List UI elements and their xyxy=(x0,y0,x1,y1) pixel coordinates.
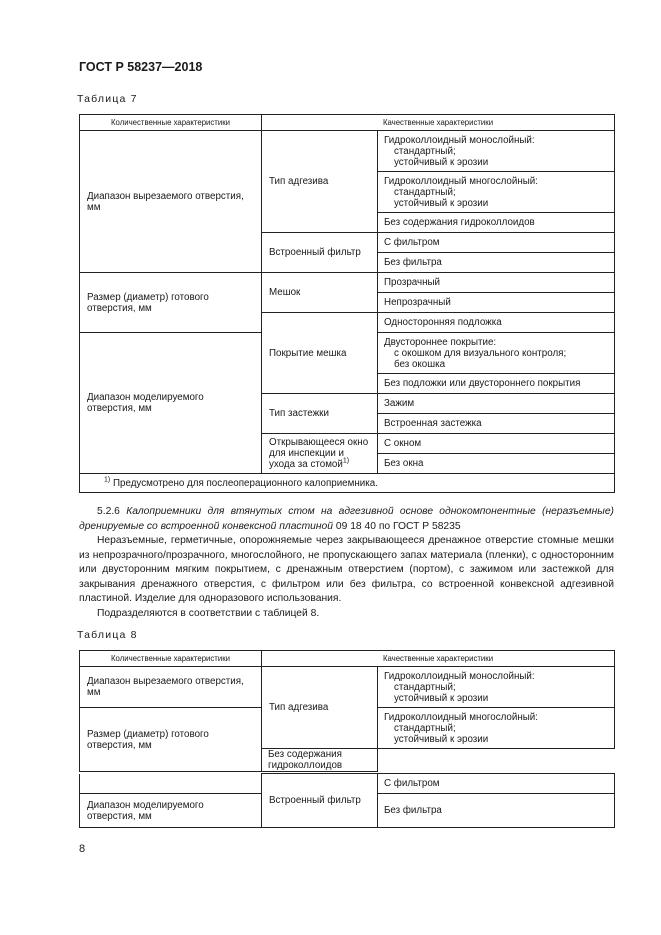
section-subdivision: Подразделяются в соответствии с таблицей 8. xyxy=(97,607,320,619)
quantitative-cell: Диапазон вырезаемого отверстия, мм xyxy=(80,131,262,273)
col-header-quantitative: Количественные характеристики xyxy=(80,651,262,667)
section-text xyxy=(79,505,614,621)
section-heading: 5.2.6 Калоприемники для втянутых стом на адгезивной основе однокомпонентные (неразъемные) дренируемые со встроенной конвексной пластиной 09 18 40 по ГОСТ Р 58235 xyxy=(79,506,614,532)
group-name-cell: Встроенный фильтр xyxy=(262,233,378,273)
table-footnote: $^{1)}$ Предусмотрено для послеоперационного калоприемника. xyxy=(80,474,615,493)
value-cell: Односторонняя подложка xyxy=(378,313,615,333)
quantitative-cell: Диапазон вырезаемого отверстия, мм xyxy=(80,667,262,708)
quantitative-cell: Диапазон моделируемого отверстия, мм xyxy=(80,794,262,828)
value-cell: Без фильтра xyxy=(378,253,615,273)
value-cell: Встроенная застежка xyxy=(378,414,615,434)
quantitative-cell-continued xyxy=(80,774,262,794)
group-name-cell: Тип застежки xyxy=(262,394,378,434)
value-cell: Без содержания гидроколлоидов xyxy=(378,213,615,233)
group-name-cell: Открывающееся окно для инспекции и ухода за стомой$^{1)}$ xyxy=(262,434,378,474)
table-8-caption: Таблица 8 xyxy=(77,629,138,641)
value-cell: С окном xyxy=(378,434,615,454)
value-cell: Гидроколлоидный многослойный: стандартный; устойчивый к эрозии xyxy=(378,172,615,213)
section-paragraph: Неразъемные, герметичные, опорожняемые через закрывающееся дренажное отверстие стомные мешки из непрозрачного/прозрачного, многослойного, не пропускающего запах материала (пленки), с односторонним или двусторонним мягким покрытием, с дренажным отверстием (портом), с зажимом или застежкой для закрывания дренажного отверстия, с фильтром или без фильтра, со встроенной конвексной адгезивной пластиной. Изделие для одноразового использования. xyxy=(79,535,614,604)
table-8-continued xyxy=(79,773,615,828)
table-7 xyxy=(79,114,615,493)
value-cell: Непрозрачный xyxy=(378,293,615,313)
col-header-qualitative: Качественные характеристики xyxy=(262,115,615,131)
table-8 xyxy=(79,650,615,792)
group-name-cell: Встроенный фильтр xyxy=(262,774,378,828)
value-cell: Гидроколлоидный многослойный: стандартный; устойчивый к эрозии xyxy=(378,708,615,749)
value-cell: Без подложки или двустороннего покрытия xyxy=(378,374,615,394)
page-number: 8 xyxy=(79,843,86,855)
value-cell: Без фильтра xyxy=(378,794,615,828)
quantitative-cell: Размер (диаметр) готового отверстия, мм xyxy=(80,273,262,333)
quantitative-cell: Диапазон моделируемого отверстия, мм xyxy=(80,333,262,474)
group-name-cell: Тип адгезива xyxy=(262,667,378,749)
value-cell: Гидроколлоидный монослойный: стандартный; устойчивый к эрозии xyxy=(378,667,615,708)
table-7-caption: Таблица 7 xyxy=(77,93,138,105)
value-cell: Гидроколлоидный монослойный: стандартный; устойчивый к эрозии xyxy=(378,131,615,172)
quantitative-cell: Размер (диаметр) готового отверстия, мм xyxy=(80,708,262,772)
value-cell: С фильтром xyxy=(378,774,615,794)
col-header-qualitative: Качественные характеристики xyxy=(262,651,615,667)
group-name-cell: Покрытие мешка xyxy=(262,313,378,394)
col-header-quantitative: Количественные характеристики xyxy=(80,115,262,131)
document-header: ГОСТ Р 58237—2018 xyxy=(79,60,203,74)
value-cell: С фильтром xyxy=(378,233,615,253)
group-name-cell: Тип адгезива xyxy=(262,131,378,233)
value-cell: Прозрачный xyxy=(378,273,615,293)
value-cell: Без содержания гидроколлоидов xyxy=(262,749,378,772)
value-cell: Двустороннее покрытие: с окошком для визуального контроля; без окошка xyxy=(378,333,615,374)
group-name-cell: Мешок xyxy=(262,273,378,313)
value-cell: Без окна xyxy=(378,454,615,474)
value-cell: Зажим xyxy=(378,394,615,414)
